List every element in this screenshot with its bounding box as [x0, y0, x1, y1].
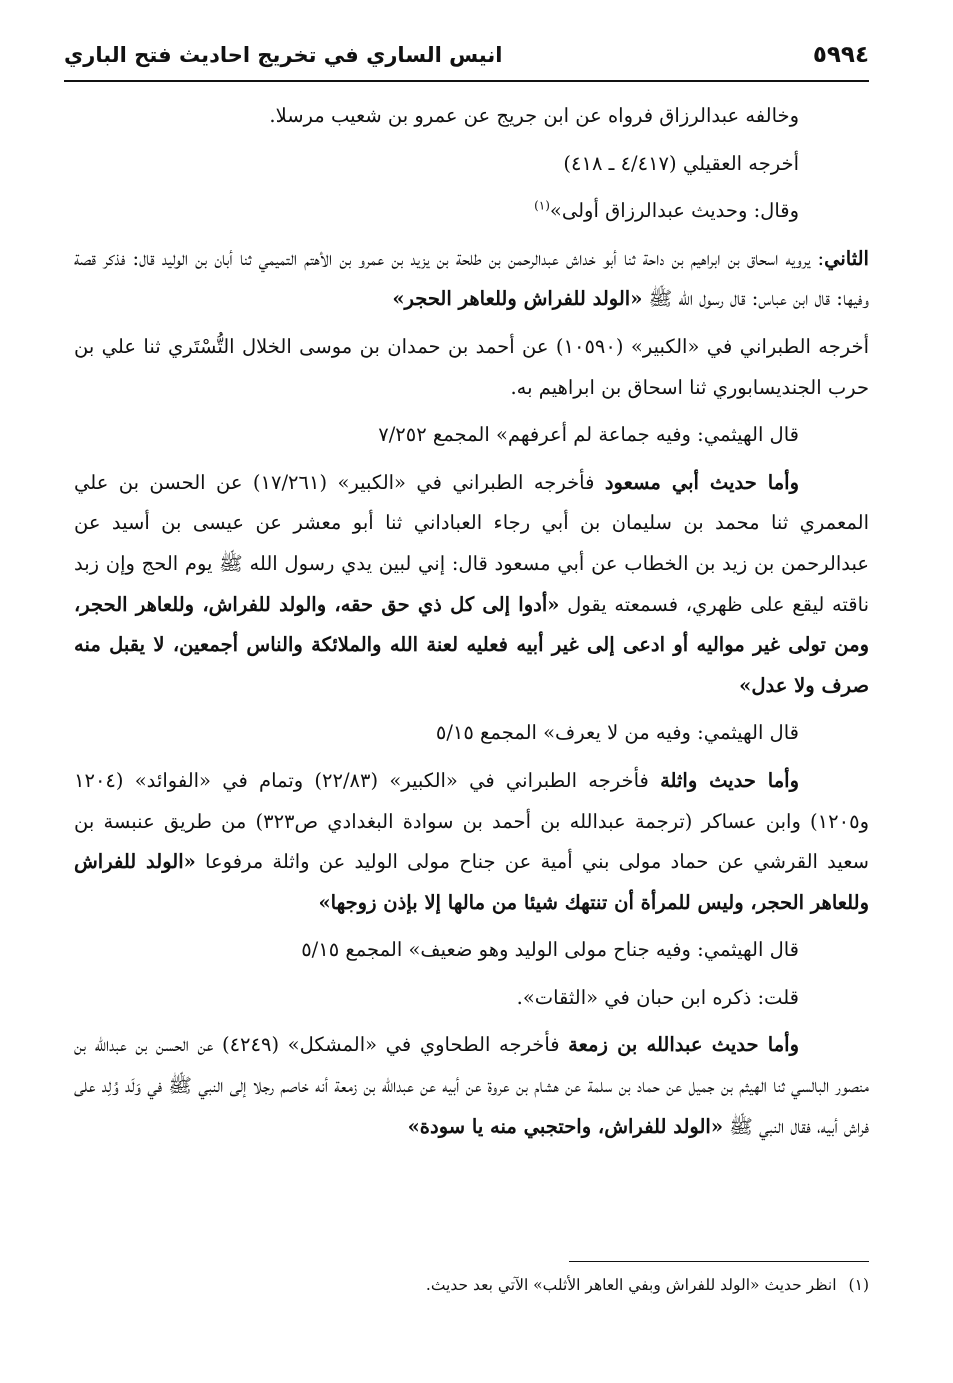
paragraph-lead: الثاني — [824, 246, 869, 270]
footnote-text: انظر حديث «الولد للفراش وبفي العاهر الأثلب» الآتي بعد حديث. — [425, 1276, 837, 1294]
paragraph-text: وقال: وحديث عبدالرزاق أولى» — [549, 199, 799, 223]
paragraph-text: قال الهيثمي: وفيه جناح مولى الوليد وهو ضعيف» المجمع ٥/١٥ — [301, 938, 799, 962]
page-header — [64, 34, 869, 76]
paragraph-lead: وأما حديث أبي مسعود — [604, 470, 800, 494]
main-text — [74, 96, 869, 1154]
paragraph — [74, 191, 869, 232]
paragraph-text: : يرويه اسحاق بن ابراهيم بن داحة ثنا أبو خداش عبدالرحمن بن طلحة بن يزيد بن عمرو بن الأهتم التميمي ثنا أبان بن الوليد قال: فذكر قصة وفيها: قال ابن عباس: قال رسول الله ﷺ — [74, 246, 869, 311]
paragraph-lead: وأما حديث عبدالله بن زمعة — [568, 1033, 799, 1057]
paragraph-lead: وأما حديث واثلة — [660, 768, 799, 792]
paragraph — [74, 463, 869, 707]
paragraph-text: أخرجه الطبراني في «الكبير» (١٠٥٩٠) عن أحمد بن حمدان بن موسى الخلال التُّسْتَري ثنا علي بن حرب الجنديسابوري ثنا اسحاق بن ابراهيم به. — [74, 334, 869, 399]
paragraph-text: قال الهيثمي: وفيه من لا يعرف» المجمع ٥/١٥ — [435, 721, 799, 745]
paragraph — [74, 239, 869, 320]
hadith-quote: «الولد للفراش وللعاهر الحجر» — [392, 287, 643, 311]
paragraph — [74, 713, 869, 754]
footnote — [74, 1270, 869, 1300]
paragraph-text: وخالفه عبدالرزاق فرواه عن ابن جريج عن عمرو بن شعيب مرسلا. — [269, 104, 799, 127]
footnote-number: (١) — [848, 1276, 869, 1294]
footnote-reference[interactable]: (١) — [534, 198, 550, 213]
paragraph — [74, 96, 869, 137]
paragraph — [74, 930, 869, 971]
paragraph-text: فأخرجه الطبراني في «الكبير» (١٧/٢٦١) عن الحسن بن علي المعمري ثنا محمد بن سليمان بن أبي رجاء العباداني ثنا أبو معشر عن عيسى بن أسيد عن عبدالرحمن بن زيد بن الخطاب عن أبي مسعود قال: إني لبين يدي رسول الله ﷺ يوم الحج وإن زبد ناقته ليقع على ظهري، فسمعته يقول — [74, 470, 870, 616]
paragraph — [74, 761, 869, 923]
footnote-rule — [569, 1261, 869, 1262]
paragraph — [74, 978, 869, 1019]
paragraph-text: فأخرجه الطحاوي في «المشكل» (٤٢٤٩) عن الحسن بن عبدالله بن منصور البالسي ثنا الهيثم بن جميل عن حماد بن سلمة عن هشام بن عروة عن أبيه عن عبدالله بن زمعة أنه خاصم رجلا إلى النبي ﷺ في وَلَد وُلِد على فراش أبيه، فقال النبي ﷺ — [74, 1033, 869, 1138]
paragraph-text: أخرجه العقيلي (٤/٤١٧ ـ ٤١٨) — [563, 151, 799, 175]
hadith-quote: «الولد للفراش، واحتجبي منه يا سودة» — [407, 1114, 724, 1138]
paragraph — [74, 144, 869, 185]
paragraph-text: قال الهيثمي: وفيه جماعة لم أعرفهم» المجمع ٧/٢٥٢ — [378, 423, 799, 447]
running-title: انيس الساري في تخريج احاديث فتح الباري — [64, 43, 503, 67]
hadith-quote: «أدوا إلى كل ذي حق حقه، والولد للفراش، وللعاهر الحجر، ومن تولى غير مواليه أو ادعى إلى غير أبيه فعليه لعنة الله والملائكة والناس أجمعين، لا يقبل منه صرف ولا عدل» — [74, 592, 869, 697]
hadith-quote: «الولد للفراش وللعاهر الحجر، وليس للمرأة أن تنتهك شيئا من مالها إلا بإذن زوجها» — [74, 850, 869, 914]
paragraph — [74, 327, 869, 408]
header-rule — [64, 80, 869, 82]
page-number: ٥٩٩٤ — [812, 42, 869, 68]
paragraph — [74, 415, 869, 456]
paragraph-text: قلت: ذكره ابن حبان في «الثقات». — [516, 985, 799, 1009]
paragraph-text: فأخرجه الطبراني في «الكبير» (٢٢/٨٣) وتمام في «الفوائد» (١٢٠٤ و١٢٠٥) وابن عساكر (ترجمة عبدالله بن أحمد بن سوادة البغدادي ص٣٢٣) من طريق عنبسة بن سعيد القرشي عن حماد مولى بني أمية عن جناح مولى الوليد عن واثلة مرفوعا — [74, 768, 869, 874]
paragraph — [74, 1025, 869, 1147]
